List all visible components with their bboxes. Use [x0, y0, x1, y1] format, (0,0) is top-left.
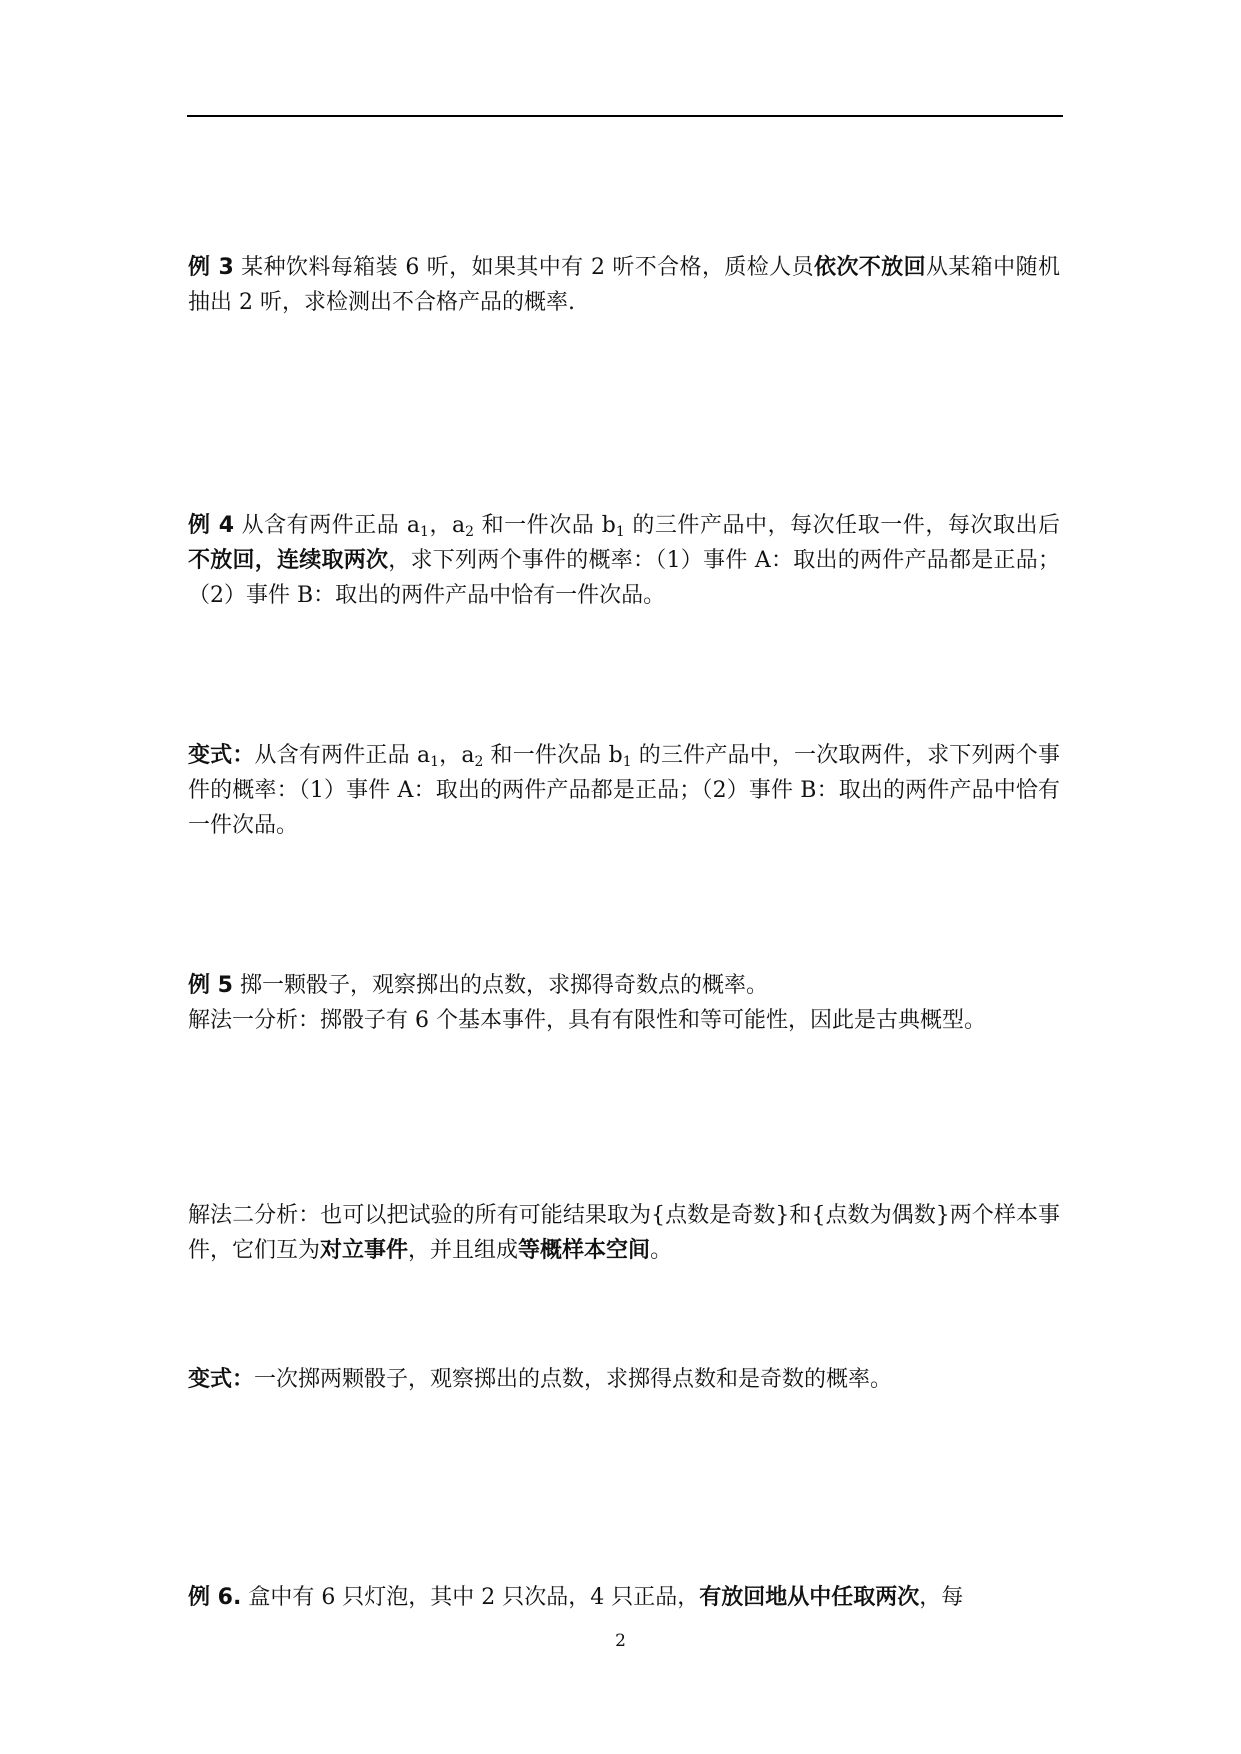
example-3: 例 3 某种饮料每箱装 6 听，如果其中有 2 听不合格，质检人员依次不放回从某箱中随机抽出 2 听，求检测出不合格产品的概率. [188, 255, 1060, 315]
example-3-label: 例 3 [188, 255, 234, 280]
page-number: 2 [615, 1631, 626, 1651]
variant-1-label: 变式： [188, 743, 255, 768]
example-5: 例 5 掷一颗骰子，观察掷出的点数，求掷得奇数点的概率。 解法一分析：掷骰子有 6 个基本事件，具有有限性和等可能性，因此是古典概型。 [188, 973, 986, 1033]
variant-2: 变式：一次掷两颗骰子，观察掷出的点数，求掷得点数和是奇数的概率。 [188, 1367, 893, 1392]
example-4: 例 4 从含有两件正品 $a_1$，$a_2$ 和一件次品 $b_1$ 的三件产品中，每次任取一件，每次取出后不放回，连续取两次，求下列两个事件的概率：（1）事件 A：取出的两件产品都是正品；（2）事件 B：取出的两件产品中恰有一件次品。 [188, 513, 1061, 608]
variant-2-label: 变式： [188, 1367, 255, 1392]
example-5-label: 例 5 [188, 973, 233, 998]
example-4-label: 例 4 [188, 513, 235, 538]
header-rule [187, 115, 1063, 117]
solution-2: 解法二分析：也可以把试验的所有可能结果取为{点数是奇数}和{点数为偶数}两个样本事件，它们互为对立事件，并且组成等概样本空间。 [188, 1203, 1060, 1263]
solution-1: 解法一分析：掷骰子有 6 个基本事件，具有有限性和等可能性，因此是古典概型。 [188, 1008, 986, 1033]
example-6-label: 例 6. [188, 1585, 242, 1610]
example-6: 例 6. 盒中有 6 只灯泡，其中 2 只次品，4 只正品，有放回地从中任取两次，每 [188, 1585, 964, 1610]
variant-1: 变式：从含有两件正品 $a_1$，$a_2$ 和一件次品 $b_1$ 的三件产品中，一次取两件，求下列两个事件的概率：（1）事件 A：取出的两件产品都是正品；（2）事件 B：取出的两件产品中恰有一件次品。 [188, 743, 1060, 838]
